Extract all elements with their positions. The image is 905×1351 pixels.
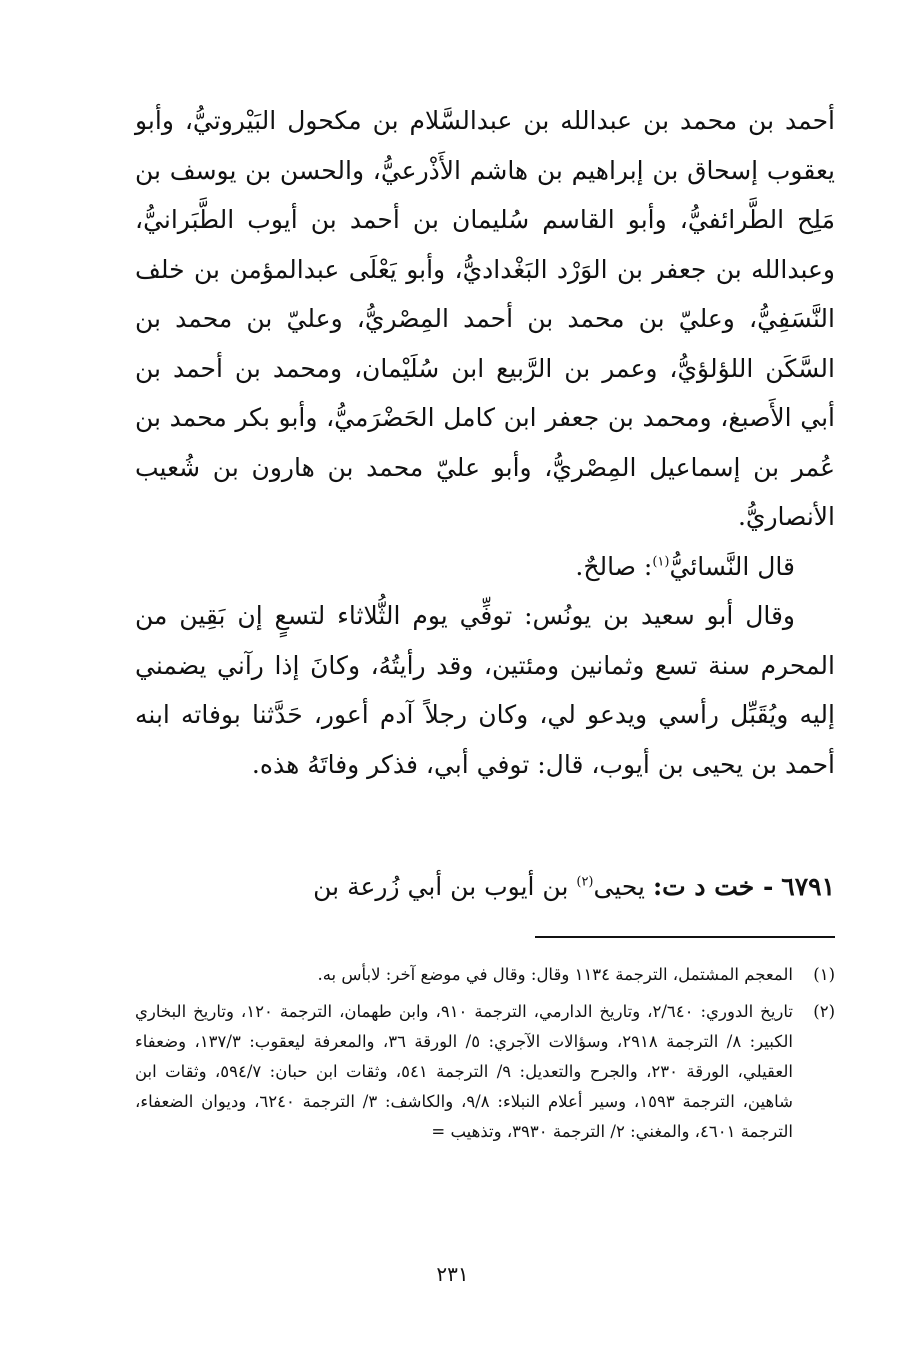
footnote-ref-2: (٢) xyxy=(576,874,594,890)
footnotes-section xyxy=(135,960,835,1154)
entry-codes: - خت د ت: xyxy=(652,872,774,901)
footnote-number: (١) xyxy=(813,965,835,984)
nasai-statement-text: قال النَّسائيُّ xyxy=(669,551,795,581)
main-text-body xyxy=(135,96,835,789)
entry-name: يحيى xyxy=(593,872,645,901)
entry-lineage: بن أيوب بن أبي زُرعة بن xyxy=(313,872,569,901)
entry-number: ٦٧٩١ xyxy=(781,872,835,901)
footnote-number: (٢) xyxy=(813,1002,835,1021)
biography-entry-heading xyxy=(135,862,835,912)
footnote-item xyxy=(135,997,835,1147)
nasai-statement xyxy=(135,542,835,592)
footnote-item xyxy=(135,960,835,990)
narrators-paragraph: أحمد بن محمد بن عبدالله بن عبدالسَّلام بن مكحول البَيْروتيُّ، وأبو يعقوب إسحاق بن إبراهيم بن هاشم الأَذْرعيُّ، والحسن بن يوسف بن مَلِح الطَّرائفيُّ، وأبو القاسم سُليمان بن أحمد بن أيوب الطَّبَرانيُّ، وعبدالله بن جعفر بن الوَرْد البَغْداديُّ، وأبو يَعْلَى عبدالمؤمن بن خلف النَّسَفِيُّ، وعليّ بن محمد بن أحمد المِصْريُّ، وعليّ بن محمد بن السَّكَن اللؤلؤيُّ، وعمر بن الرَّبيع ابن سُلَيْمان، ومحمد بن أحمد بن أبي الأَصبغ، ومحمد بن جعفر ابن كامل الحَضْرَميُّ، وأبو بكر محمد بن عُمر بن إسماعيل المِصْريُّ، وأبو عليّ محمد بن هارون بن شُعيب الأنصاريُّ. xyxy=(135,106,835,531)
footnote-text: المعجم المشتمل، الترجمة ١١٣٤ وقال: وقال في موضع آخر: لابأس به. xyxy=(317,965,793,984)
footnote-ref-1: (١) xyxy=(652,554,670,570)
nasai-verdict: : صالحٌ. xyxy=(575,551,653,581)
page-number: ٢٣١ xyxy=(436,1262,469,1286)
footnote-text: تاريخ الدوري: ٢/٦٤٠، وتاريخ الدارمي، الترجمة ٩١٠، وابن طهمان، الترجمة ١٢٠، وتاريخ البخاري الكبير: ٨/ الترجمة ٢٩١٨، وسؤالات الآجري: ٥/ الورقة ٣٦، والمعرفة ليعقوب: ١٣٧/٣، وضعفاء العقيلي، الورقة ٢٣٠، والجرح والتعديل: ٩/ الترجمة ٥٤١، وثقات ابن حبان: ٥٩٤/٧، وثقات ابن شاهين، الترجمة ١٥٩٣، وسير أعلام النبلاء: ٩/٨، والكاشف: ٣/ الترجمة ٦٢٤٠، وديوان الضعفاء، الترجمة ٤٦٠١، والمغني: ٢/ الترجمة ٣٩٣٠، وتذهيب = xyxy=(135,1002,794,1141)
ibn-yunus-paragraph: وقال أبو سعيد بن يونُس: توفِّي يوم الثُّلاثاء لتسعٍ إن بَقِين من المحرم سنة تسع وثمانين ومئتين، وقد رأيتُهُ، وكانَ إذا رآني يضمني إليه ويُقَبِّل رأسي ويدعو لي، وكان رجلاً آدم أعور، حَدَّثنا بوفاته ابنه أحمد بن يحيى بن أيوب، قال: توفي أبي، فذكر وفاتَهُ هذه. xyxy=(135,601,835,779)
footnote-divider xyxy=(535,936,835,938)
